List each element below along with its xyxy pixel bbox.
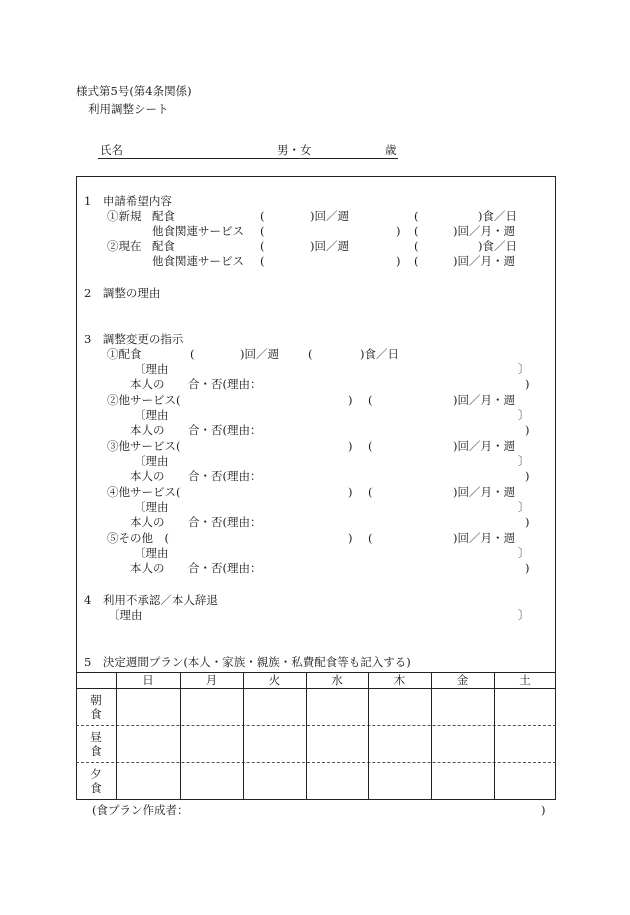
paren: (: [368, 531, 373, 545]
sheet-title: 利用調整シート: [88, 102, 169, 116]
paren: (: [414, 239, 419, 253]
consent-options[interactable]: 合・否(理由：: [188, 469, 262, 483]
current-other-service-label: 他食関連サービス: [152, 254, 244, 268]
change-other-freq-field[interactable]: )回／月・週: [453, 485, 515, 499]
section-reason-heading: 2 調整の理由: [84, 286, 161, 300]
consent-close: ): [525, 423, 530, 437]
column-divider: [494, 672, 495, 800]
change-other-freq-field[interactable]: )回／月・週: [453, 393, 515, 407]
new-meal-count-field[interactable]: )食／日: [478, 209, 517, 223]
paren: (: [260, 209, 265, 223]
section-plan-heading: 5 決定週間プラン(本人・家族・親族・私費配食等も記入する): [84, 655, 411, 669]
change-other-freq-field[interactable]: )回／月・週: [453, 439, 515, 453]
consent-options[interactable]: 合・否(理由：: [188, 423, 262, 437]
plan-creator-label[interactable]: (食プラン作成者：: [92, 803, 189, 817]
section-refusal-heading: 4 利用不承認／本人辞退: [84, 593, 218, 607]
day-header-thu: 木: [393, 673, 406, 687]
paren: (: [414, 254, 419, 268]
plan-creator-close: ): [541, 803, 546, 817]
consent-options[interactable]: 合・否(理由：: [188, 377, 262, 391]
paren: ): [348, 393, 353, 407]
paren: (: [414, 209, 419, 223]
column-divider: [180, 672, 181, 800]
meal-label-lunch: 昼食: [90, 730, 102, 758]
meal-label-dinner: 夕食: [90, 767, 102, 795]
change-other-item: ②他サービス(: [107, 393, 181, 407]
section-request-heading: 1 申請希望内容: [84, 194, 172, 208]
reason-open[interactable]: 〔理由: [134, 408, 169, 422]
reason-open[interactable]: 〔理由: [134, 454, 169, 468]
sex-label: 男・女: [277, 143, 312, 157]
column-divider: [431, 672, 432, 800]
new-meal-freq-field[interactable]: )回／週: [310, 209, 349, 223]
paren: ): [348, 485, 353, 499]
change-other-item: ⑤その他 (: [107, 531, 169, 545]
reason-open[interactable]: 〔理由: [134, 500, 169, 514]
current-other-service-field[interactable]: ): [396, 254, 401, 268]
consent-close: ): [525, 377, 530, 391]
day-header-wed: 水: [331, 673, 343, 687]
personal-underline: [98, 158, 398, 159]
new-other-service-label: 他食関連サービス: [152, 224, 244, 238]
refusal-reason-open[interactable]: 〔理由: [108, 608, 143, 622]
column-divider: [243, 672, 244, 800]
consent-close: ): [525, 515, 530, 529]
meal-label-breakfast: 朝食: [90, 693, 102, 721]
paren: ): [348, 439, 353, 453]
row-divider: [76, 762, 556, 763]
current-label: ②現在: [107, 239, 142, 253]
day-header-sat: 土: [519, 673, 531, 687]
day-header-sun: 日: [142, 673, 154, 687]
new-label: ①新規: [107, 209, 142, 223]
change-meal-freq-field[interactable]: )回／週: [240, 347, 279, 361]
row-divider: [76, 725, 556, 726]
paren: ): [348, 531, 353, 545]
paren: (: [260, 254, 265, 268]
new-other-freq-field[interactable]: )回／月・週: [453, 224, 515, 238]
consent-close: ): [525, 469, 530, 483]
day-header-fri: 金: [456, 673, 469, 687]
change-other-freq-field[interactable]: )回／月・週: [453, 531, 515, 545]
reason-close: 〕: [518, 408, 530, 422]
paren: (: [190, 347, 195, 361]
consent-options[interactable]: 合・否(理由：: [188, 515, 262, 529]
current-meal-count-field[interactable]: )食／日: [478, 239, 517, 253]
paren: (: [368, 485, 373, 499]
paren: (: [260, 224, 265, 238]
consent-options[interactable]: 合・否(理由：: [188, 561, 262, 575]
paren: (: [260, 239, 265, 253]
day-header-mon: 月: [205, 673, 218, 687]
column-divider: [306, 672, 307, 800]
change-other-item: ④他サービス(: [107, 485, 181, 499]
reason-open[interactable]: 〔理由: [134, 546, 169, 560]
consent-label: 本人の: [130, 377, 165, 391]
form-number: 様式第5号(第4条関係): [76, 84, 192, 98]
reason-close: 〕: [518, 546, 530, 560]
new-other-service-field[interactable]: ): [396, 224, 401, 238]
age-label: 歳: [385, 143, 397, 157]
name-label: 氏名: [100, 143, 123, 157]
paren: (: [368, 439, 373, 453]
current-meal-freq-field[interactable]: )回／週: [310, 239, 349, 253]
consent-label: 本人の: [130, 469, 165, 483]
refusal-reason-close: 〕: [518, 608, 530, 622]
weekly-plan-table: [76, 672, 556, 800]
day-header-tue: 火: [268, 673, 281, 687]
reason-close: 〕: [518, 362, 530, 376]
paren: (: [308, 347, 313, 361]
paren: (: [368, 393, 373, 407]
column-divider: [368, 672, 369, 800]
reason-open[interactable]: 〔理由: [134, 362, 169, 376]
column-divider: [116, 672, 117, 800]
change-meal-count-field[interactable]: )食／日: [360, 347, 399, 361]
current-meal-label: 配食: [152, 239, 175, 253]
change-meal-item: ①配食: [107, 347, 142, 361]
current-other-freq-field[interactable]: )回／月・週: [453, 254, 515, 268]
reason-close: 〕: [518, 500, 530, 514]
paren: (: [414, 224, 419, 238]
consent-label: 本人の: [130, 515, 165, 529]
reason-close: 〕: [518, 454, 530, 468]
table-header-rule: [76, 688, 556, 689]
consent-label: 本人の: [130, 561, 165, 575]
change-other-item: ③他サービス(: [107, 439, 181, 453]
consent-close: ): [525, 561, 530, 575]
consent-label: 本人の: [130, 423, 165, 437]
section-change-heading: 3 調整変更の指示: [84, 332, 184, 346]
new-meal-label: 配食: [152, 209, 175, 223]
